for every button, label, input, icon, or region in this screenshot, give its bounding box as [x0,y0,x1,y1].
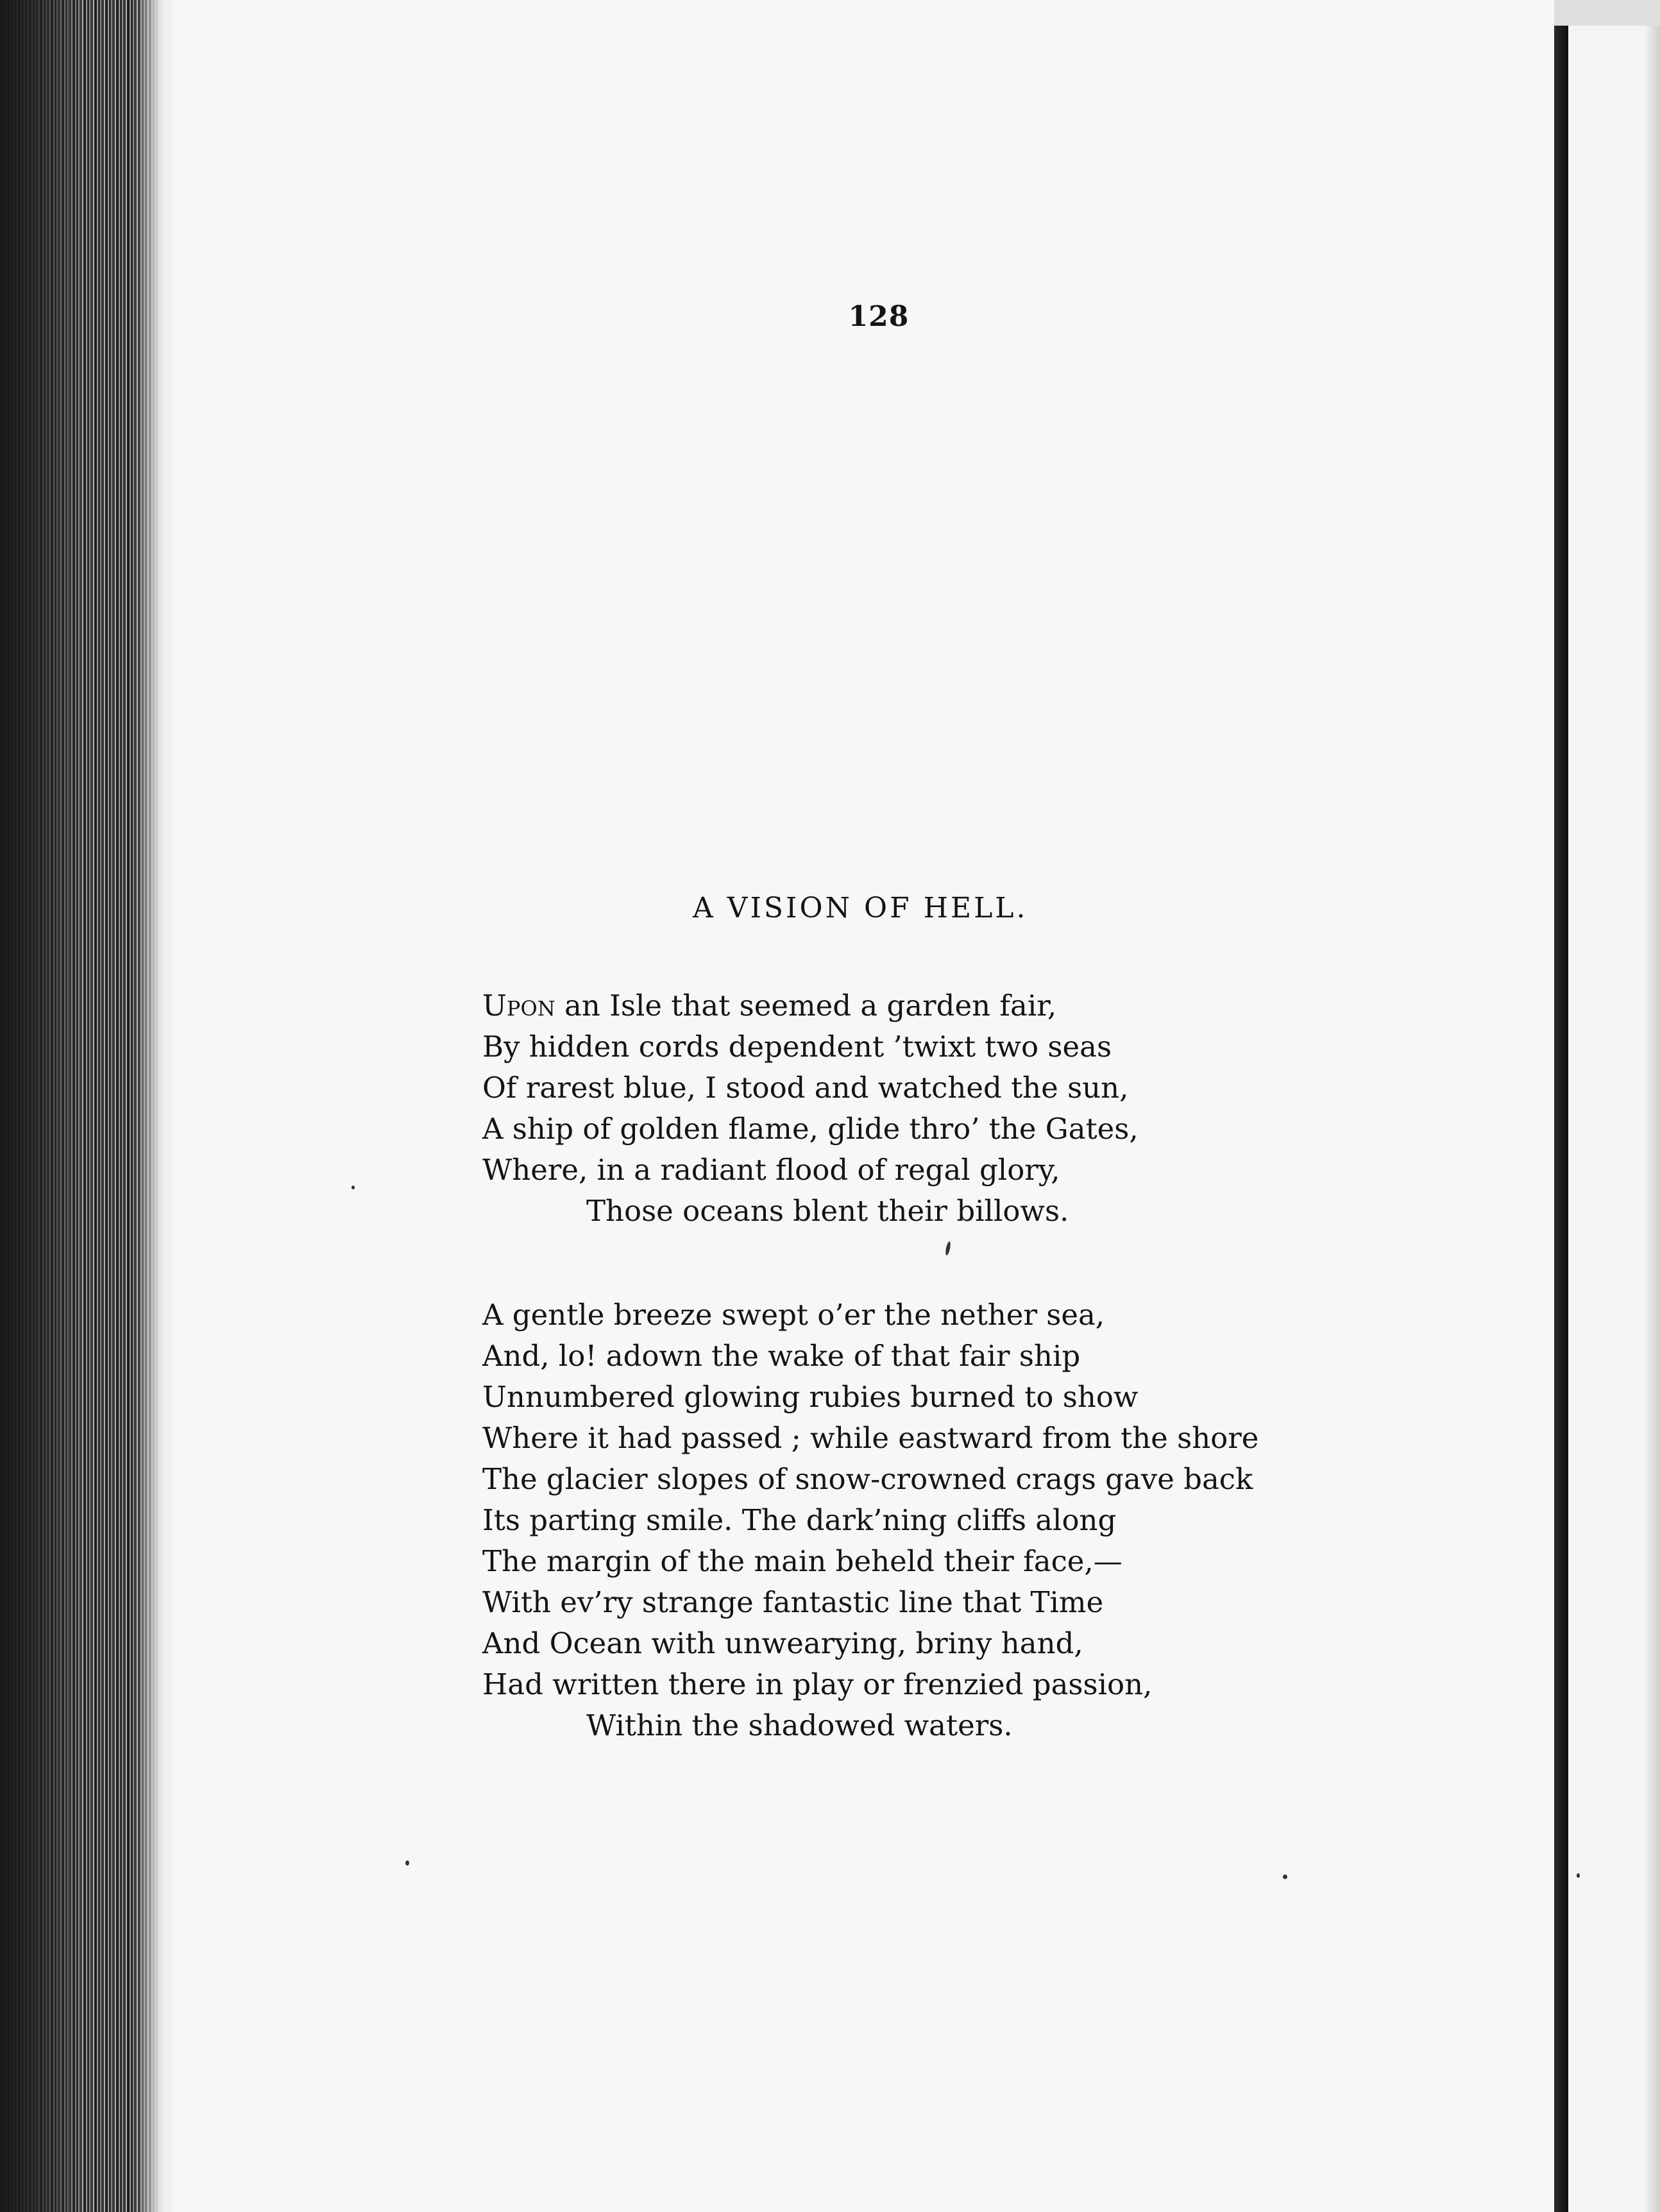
poem-line: And Ocean with unwearying, briny hand, [482,1626,1083,1660]
poem-line: The glacier slopes of snow-crowned crags gave back [482,1462,1253,1496]
facing-page-edge [1554,26,1660,2212]
poem-line: A gentle breeze swept o’er the nether sea, [482,1298,1105,1332]
page-number: 128 [848,300,910,333]
poem-line: Upon an Isle that seemed a garden fair, [482,989,1057,1023]
scan-speck [1283,1875,1287,1879]
poem-line: A ship of golden flame, glide thro’ the Gates, [482,1112,1139,1146]
poem-line: With ev’ry strange fantastic line that Time [482,1585,1104,1619]
scan-speck [1577,1873,1580,1878]
binding-shadow [0,0,77,2212]
poem-line: Its parting smile. The dark’ning cliffs along [482,1503,1117,1537]
stanza-2 [482,1295,1329,1746]
stanza-1 [482,985,1329,1232]
poem-title: A VISION OF HELL. [693,892,1028,924]
drop-word: Upon [482,989,555,1023]
scan-speck [405,1860,409,1866]
poem-line: Where it had passed ; while eastward from the shore [482,1421,1259,1455]
poem-line: Where, in a radiant flood of regal glory, [482,1153,1060,1187]
poem-line: By hidden cords dependent ’twixt two seas [482,1030,1112,1064]
poem-line: Unnumbered glowing rubies burned to show [482,1380,1139,1414]
poem-line: Within the shadowed waters. [586,1708,1013,1742]
poem-line: Had written there in play or frenzied passion, [482,1667,1153,1701]
poem-line: And, lo! adown the wake of that fair ship [482,1339,1081,1373]
right-edge-top [1554,0,1660,26]
poem-line: Those oceans blent their billows. [586,1194,1069,1228]
scan-speck [351,1186,355,1189]
binding-fade [135,0,173,2212]
poem-line: Of rarest blue, I stood and watched the sun, [482,1071,1129,1105]
poem-line: The margin of the main beheld their face,— [482,1544,1122,1578]
scan-speck [945,1241,951,1256]
